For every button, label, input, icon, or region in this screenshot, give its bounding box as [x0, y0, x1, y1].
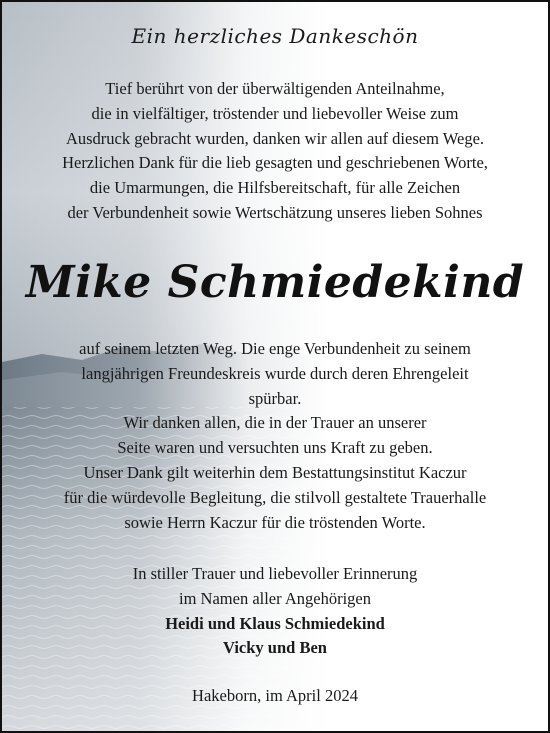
- intro-line: Tief berührt von der überwältigenden Anteilnahme,: [105, 79, 445, 98]
- place-date: Hakeborn, im April 2024: [192, 686, 358, 705]
- closing-line: In stiller Trauer und liebevoller Erinnerung: [132, 564, 418, 583]
- body-paragraph: [2, 337, 548, 535]
- intro-line: Herzlichen Dank für die lieb gesagten und geschriebenen Worte,: [62, 153, 488, 173]
- intro-line: die in vielfältiger, tröstender und liebevoller Weise zum: [91, 103, 459, 123]
- intro-line: der Verbundenheit sowie Wertschätzung unseres lieben Sohnes: [67, 202, 483, 222]
- body-line: Seite waren und versuchten uns Kraft zu geben.: [117, 438, 433, 458]
- intro-line: die Umarmungen, die Hilfsbereitschaft, für alle Zeichen: [89, 178, 461, 198]
- heading: Ein herzliches Dankeschön: [131, 24, 419, 48]
- body-line: sowie Herrn Kaczur für die tröstenden Worte.: [124, 512, 426, 532]
- family-names: Heidi und Klaus Schmiedekind: [165, 613, 385, 633]
- body-line: auf seinem letzten Weg. Die enge Verbundenheit zu seinem: [79, 339, 471, 358]
- body-line: langjährigen Freundeskreis wurde durch deren Ehrengeleit: [81, 363, 469, 383]
- deceased-name: Mike Schmiedekind: [25, 257, 525, 308]
- body-line: Wir danken allen, die in der Trauer an unserer: [123, 413, 427, 433]
- closing-block: [2, 562, 548, 661]
- closing-line: im Namen aller Angehörigen: [179, 588, 371, 608]
- intro-line: Ausdruck gebracht wurden, danken wir allen auf diesem Wege.: [65, 128, 485, 148]
- body-line: Unser Dank gilt weiterhin dem Bestattungsinstitut Kaczur: [83, 462, 467, 482]
- body-line: spürbar.: [248, 388, 302, 408]
- body-line: für die würdevolle Begleitung, die stilvoll gestaltete Trauerhalle: [63, 487, 487, 507]
- family-names: Vicky und Ben: [223, 638, 327, 658]
- intro-paragraph: [2, 77, 548, 226]
